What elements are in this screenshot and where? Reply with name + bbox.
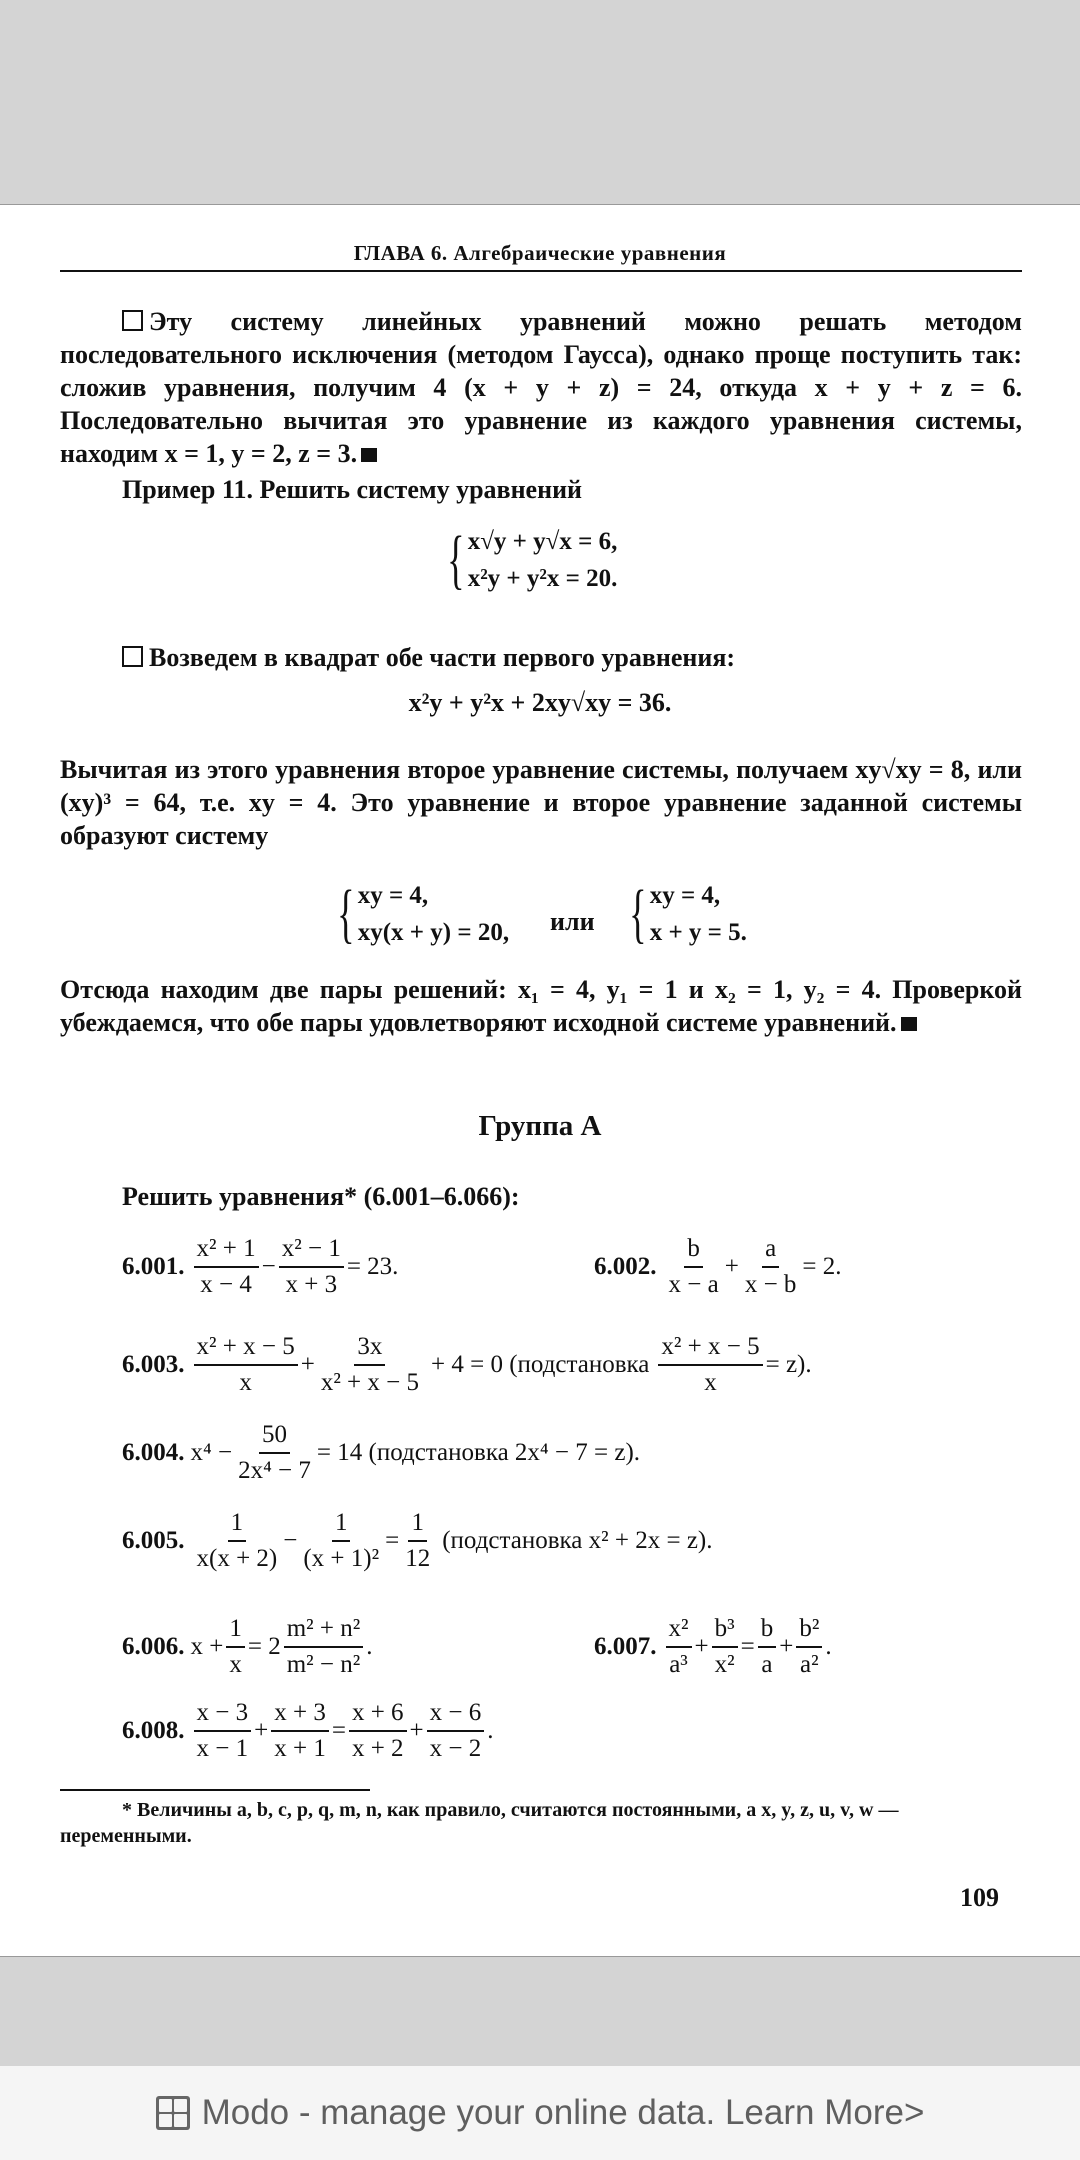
fraction: $\frac{\text{x² − 1}}{x + 3}$ bbox=[279, 1233, 344, 1301]
fraction: $\frac{\text{x² + 1}}{x - 4}$ bbox=[194, 1233, 259, 1301]
solution-start-box-icon bbox=[122, 646, 143, 667]
step-1 bbox=[122, 641, 735, 674]
footnote-rule bbox=[60, 1789, 370, 1791]
fraction: $\frac{1}{x(x + 2)}$ bbox=[196, 1509, 278, 1572]
system-a-line-1: xy = 4, bbox=[357, 882, 429, 909]
fraction: $\frac{b}{a}$ bbox=[758, 1613, 777, 1681]
conclusion-paragraph bbox=[60, 973, 1022, 1039]
group-instruction: Решить уравнения* (6.001–6.066): bbox=[122, 1182, 520, 1211]
fraction: $\frac{1}{\text{(x + 1)²}}$ bbox=[303, 1509, 380, 1572]
fraction: $\frac{\text{x² + x − 5}}{x}$ bbox=[658, 1331, 762, 1399]
problem-6-002: 6.002. $\frac{b}{x - a}$ + $\frac{a}{x - b}$ = 2. bbox=[594, 1233, 842, 1301]
fraction: $\frac{\text{x² + x − 5}}{x}$ bbox=[194, 1331, 298, 1399]
system-line-2: x²y + y²x = 20. bbox=[467, 565, 618, 592]
problem-number: 6.002. bbox=[594, 1253, 657, 1280]
chapter-header: ГЛАВА 6. Алгебраические уравнения bbox=[353, 241, 727, 265]
problem-number: 6.005. bbox=[122, 1527, 185, 1554]
system-a bbox=[330, 877, 509, 951]
modo-logo-icon bbox=[156, 2096, 190, 2130]
fraction: $\frac{1}{12}$ bbox=[405, 1509, 431, 1572]
conclusion-text: Отсюда находим две пары решений: x₁ = 4, y₁ = 1 и x₂ = 1, y₂ = 4. Проверкой убеждаемся, что обе пары удовлетворяют исходной системе уравнений. bbox=[60, 975, 1022, 1037]
system-b bbox=[622, 877, 747, 951]
brace-icon: { bbox=[629, 877, 647, 950]
fraction: $\frac{3x}{\text{x² + x − 5}}$ bbox=[320, 1333, 420, 1396]
ad-text[interactable]: Modo - manage your online data. Learn More> bbox=[201, 2093, 925, 2132]
fraction: $\frac{50}{\text{2x⁴ − 7}}$ bbox=[238, 1421, 311, 1484]
fraction: $\frac{x - 3}{x - 1}$ bbox=[194, 1697, 252, 1765]
system-line-1: x√y + y√x = 6, bbox=[467, 528, 618, 555]
fraction: $\frac{x + 3}{x + 1}$ bbox=[271, 1697, 329, 1765]
solution-end-box-icon bbox=[901, 1017, 917, 1031]
system-a-line-2: xy(x + y) = 20, bbox=[357, 919, 510, 946]
fraction: $\frac{\text{b²}}{\text{a²}}$ bbox=[796, 1613, 822, 1681]
fraction: $\frac{x - 6}{x - 2}$ bbox=[427, 1697, 485, 1765]
system-b-line-1: xy = 4, bbox=[649, 882, 721, 909]
problem-6-004: 6.004. x⁴ − $\frac{50}{\text{2x⁴ − 7}}$ = 14 (подстановка 2x⁴ − 7 = z). bbox=[122, 1419, 640, 1487]
footnote: * Величины a, b, c, p, q, m, n, как правило, считаются постоянными, а x, y, z, u, v, w — переменными. bbox=[60, 1799, 899, 1847]
fraction: $\frac{b}{x - a}$ bbox=[668, 1235, 719, 1298]
ad-banner[interactable] bbox=[0, 2066, 1080, 2160]
problem-6-001: 6.001. $\frac{\text{x² + 1}}{x - 4}$ − $\frac{\text{x² − 1}}{x + 3}$ = 23. bbox=[122, 1233, 398, 1301]
document-page bbox=[0, 204, 1080, 1957]
fraction: $\frac{1}{x}$ bbox=[226, 1613, 245, 1681]
intro-paragraph bbox=[60, 305, 1022, 470]
brace-icon: { bbox=[447, 523, 465, 596]
solution-end-box-icon bbox=[361, 448, 377, 462]
brace-icon: { bbox=[337, 877, 355, 950]
problem-6-003: 6.003. $\frac{\text{x² + x − 5}}{x}$ + $\frac{3x}{\text{x² + x − 5}}$ + 4 = 0 (подстановка $\frac{\text{x² + x − 5}}{x}$ = z). bbox=[122, 1331, 812, 1399]
step-1-text: Возведем в квадрат обе части первого уравнения: bbox=[149, 643, 736, 672]
problem-number: 6.008. bbox=[122, 1717, 185, 1744]
or-word: или bbox=[550, 907, 595, 936]
equation-1: x²y + y²x + 2xy√xy = 36. bbox=[408, 688, 672, 717]
header-rule bbox=[60, 270, 1022, 272]
problem-number: 6.006. bbox=[122, 1633, 185, 1660]
system-b-line-2: x + y = 5. bbox=[649, 919, 747, 946]
example-label: Пример 11. bbox=[122, 475, 253, 504]
problem-6-006: 6.006. x + $\frac{1}{x}$ = 2 $\frac{\text{m² + n²}}{\text{m² − n²}}$ . bbox=[122, 1613, 373, 1681]
problem-6-007: 6.007. $\frac{\text{x²}}{\text{a³}}$ + $\frac{\text{b³}}{\text{x²}}$ = $\frac{b}{a}$ + $\frac{\text{b²}}{\text{a²}}$ . bbox=[594, 1613, 832, 1681]
fraction: $\frac{\text{x²}}{\text{a³}}$ bbox=[666, 1613, 692, 1681]
fraction: $\frac{a}{x - b}$ bbox=[744, 1235, 797, 1298]
step-2-paragraph: Вычитая из этого уравнения второе уравнение системы, получаем xy√xy = 8, или (xy)³ = 64, т.е. xy = 4. Это уравнение и второе уравнение заданной системы образуют систему bbox=[60, 755, 1022, 850]
problem-number: 6.004. bbox=[122, 1439, 185, 1466]
problem-number: 6.003. bbox=[122, 1351, 185, 1378]
solution-start-box-icon bbox=[122, 310, 143, 331]
example-system bbox=[440, 523, 617, 597]
fraction: $\frac{\text{m² + n²}}{\text{m² − n²}}$ bbox=[284, 1613, 364, 1681]
fraction: $\frac{\text{b³}}{\text{x²}}$ bbox=[712, 1613, 738, 1681]
example-text: Решить систему уравнений bbox=[259, 475, 583, 504]
problem-6-008: 6.008. $\frac{x - 3}{x - 1}$ + $\frac{x + 3}{x + 1}$ = $\frac{x + 6}{x + 2}$ + $\frac{x - 6}{x - 2}$ . bbox=[122, 1697, 494, 1765]
group-title: Группа А bbox=[478, 1110, 602, 1142]
fraction: $\frac{x + 6}{x + 2}$ bbox=[349, 1697, 407, 1765]
example-heading bbox=[122, 473, 582, 506]
problem-number: 6.001. bbox=[122, 1253, 185, 1280]
intro-text: Эту систему линейных уравнений можно решать методом последовательного исключения (методом Гаусса), однако проще поступить так: сложив уравнения, получим 4 (x + y + z) = 24, откуда x + y + z = 6. Последовательно вычитая это уравнение из каждого уравнения системы, находим x = 1, y = 2, z = 3. bbox=[60, 307, 1022, 468]
page-number: 109 bbox=[960, 1883, 999, 1912]
problem-6-005: 6.005. $\frac{1}{x(x + 2)}$ − $\frac{1}{\text{(x + 1)²}}$ = $\frac{1}{12}$ (подстановка x² + 2x = z). bbox=[122, 1507, 713, 1575]
problem-number: 6.007. bbox=[594, 1633, 657, 1660]
